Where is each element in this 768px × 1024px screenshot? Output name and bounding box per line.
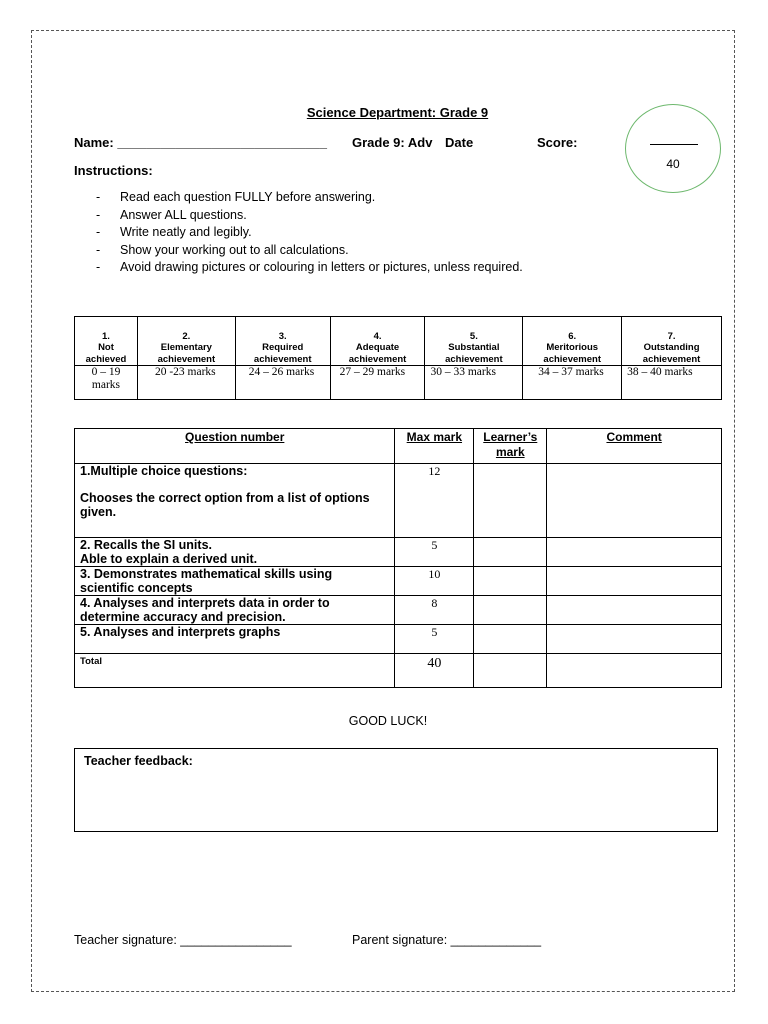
- table-row: [75, 464, 722, 538]
- score-blank-line: [650, 144, 698, 145]
- level-cell: 6. Meritorious achievement: [523, 317, 622, 366]
- comment-header: Comment: [547, 429, 722, 464]
- instructions-heading: Instructions:: [74, 163, 153, 178]
- learner-mark-cell[interactable]: [474, 567, 547, 596]
- achievement-levels-table: [74, 316, 722, 400]
- max-mark-cell: 8: [395, 596, 474, 625]
- list-item: - Show your working out to all calculations.: [96, 242, 349, 257]
- max-mark-header: Max mark: [395, 429, 474, 464]
- good-luck-text: GOOD LUCK!: [348, 714, 428, 728]
- learner-mark-header: Learner’s mark: [474, 429, 547, 464]
- question-cell: 2. Recalls the SI units. Able to explain a derived unit.: [75, 538, 395, 567]
- list-item: - Avoid drawing pictures or colouring in letters or pictures, unless required.: [96, 260, 523, 275]
- levels-range-row: [75, 366, 722, 400]
- learner-mark-cell[interactable]: [474, 538, 547, 567]
- range-cell: 20 -23 marks: [137, 366, 235, 400]
- score-circle: [625, 104, 721, 193]
- level-cell: 4. Adequate achievement: [330, 317, 425, 366]
- score-label: Score:: [537, 135, 578, 150]
- learner-total-cell[interactable]: [474, 654, 547, 688]
- list-item: - Write neatly and legibly.: [96, 225, 252, 240]
- learner-mark-cell[interactable]: [474, 625, 547, 654]
- question-cell: 5. Analyses and interprets graphs: [75, 625, 395, 654]
- teacher-feedback-box[interactable]: [74, 748, 718, 832]
- level-cell: 5. Substantial achievement: [425, 317, 523, 366]
- marks-header-row: [75, 429, 722, 464]
- table-row: [75, 625, 722, 654]
- score-total: 40: [666, 157, 680, 171]
- levels-header-row: [75, 317, 722, 366]
- table-row: [75, 567, 722, 596]
- learner-mark-cell[interactable]: [474, 596, 547, 625]
- question-header: Question number: [75, 429, 395, 464]
- total-label: Total: [75, 654, 395, 688]
- level-cell: 3. Required achievement: [235, 317, 330, 366]
- table-row: [75, 538, 722, 567]
- date-label: Date: [445, 135, 474, 150]
- comment-cell[interactable]: [547, 625, 722, 654]
- teacher-feedback-label: Teacher feedback:: [84, 754, 193, 768]
- level-cell: 7. Outstanding achievement: [622, 317, 722, 366]
- list-item: - Answer ALL questions.: [96, 207, 247, 222]
- max-mark-cell: 5: [395, 538, 474, 567]
- question-cell: 3. Demonstrates mathematical skills using scientific concepts: [75, 567, 395, 596]
- learner-mark-cell[interactable]: [474, 464, 547, 538]
- instructions-list: [96, 189, 523, 277]
- question-cell: 4. Analyses and interprets data in order to determine accuracy and precision.: [75, 596, 395, 625]
- comment-cell[interactable]: [547, 596, 722, 625]
- max-mark-cell: 5: [395, 625, 474, 654]
- level-cell: 1. Not achieved: [75, 317, 138, 366]
- parent-signature-field[interactable]: Parent signature: _____________: [352, 933, 542, 947]
- level-cell: 2. Elementary achievement: [137, 317, 235, 366]
- range-cell: 38 – 40 marks: [622, 366, 722, 400]
- range-cell: 0 – 19 marks: [75, 366, 138, 400]
- range-cell: 27 – 29 marks: [330, 366, 425, 400]
- range-cell: 30 – 33 marks: [425, 366, 523, 400]
- comment-cell[interactable]: [547, 654, 722, 688]
- marks-table: [74, 428, 722, 688]
- question-cell: 1.Multiple choice questions: Chooses the correct option from a list of options given.: [75, 464, 395, 538]
- max-mark-cell: 10: [395, 567, 474, 596]
- total-row: [75, 654, 722, 688]
- comment-cell[interactable]: [547, 538, 722, 567]
- list-item: - Read each question FULLY before answering.: [96, 190, 376, 204]
- table-row: [75, 596, 722, 625]
- grade-label: Grade 9: Adv: [352, 135, 433, 150]
- comment-cell[interactable]: [547, 567, 722, 596]
- total-value: 40: [395, 654, 474, 688]
- teacher-signature-field[interactable]: Teacher signature: ________________: [74, 933, 292, 947]
- comment-cell[interactable]: [547, 464, 722, 538]
- page-title: Science Department: Grade 9: [306, 105, 489, 120]
- range-cell: 24 – 26 marks: [235, 366, 330, 400]
- max-mark-cell: 12: [395, 464, 474, 538]
- range-cell: 34 – 37 marks: [523, 366, 622, 400]
- name-field[interactable]: Name: _____________________________: [74, 135, 328, 150]
